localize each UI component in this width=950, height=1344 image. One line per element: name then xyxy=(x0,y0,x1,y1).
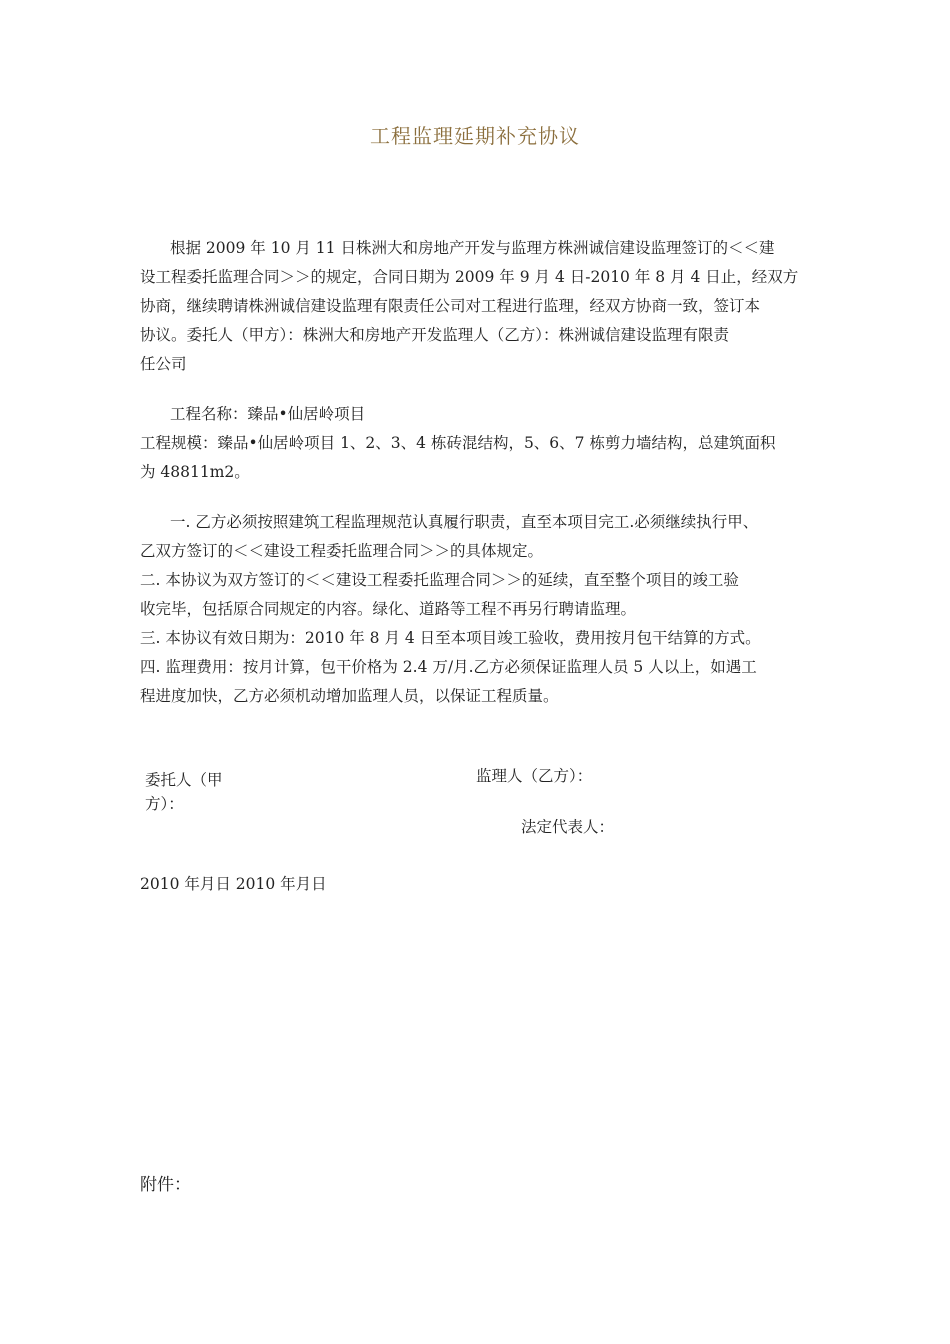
document-title: 工程监理延期补充协议 xyxy=(370,124,580,148)
intro-paragraph xyxy=(140,234,820,379)
legal-representative-label: 法定代表人： xyxy=(521,818,615,836)
project-name: 工程名称：臻品•仙居岭项目 xyxy=(170,405,366,423)
project-info xyxy=(140,400,820,487)
supervisor-signature-label: 监理人（乙方）： xyxy=(476,767,593,785)
clause-2-line: 收完毕，包括原合同规定的内容。绿化、道路等工程不再另行聘请监理。 xyxy=(140,600,637,618)
client-label-line: 委托人（甲 xyxy=(145,771,223,789)
project-scale-line: 为 48811m2。 xyxy=(140,463,250,481)
clause-2-line: 二. 本协议为双方签订的＜＜建设工程委托监理合同＞＞的延续，直至整个项目的竣工验 xyxy=(140,571,739,589)
intro-line: 设工程委托监理合同＞＞的规定，合同日期为 2009 年 9 月 4 日-2010 年 8 月 4 日止，经双方 xyxy=(140,268,799,286)
intro-line: 根据 2009 年 10 月 11 日株洲大和房地产开发与监理方株洲诚信建设监理签订的＜＜建 xyxy=(170,239,775,257)
attachment-label: 附件： xyxy=(140,1175,191,1195)
client-label-line: 方）： xyxy=(145,795,184,813)
intro-line: 任公司 xyxy=(140,355,187,373)
signature-dates: 2010 年月日 2010 年月日 xyxy=(140,875,327,893)
clauses xyxy=(140,508,820,711)
clause-4-line: 程进度加快，乙方必须机动增加监理人员，以保证工程质量。 xyxy=(140,687,559,705)
intro-line: 协议。委托人（甲方）：株洲大和房地产开发监理人（乙方）：株洲诚信建设监理有限责 xyxy=(140,326,730,344)
clause-1-line: 一. 乙方必须按照建筑工程监理规范认真履行职责，直至本项目完工.必须继续执行甲、 xyxy=(170,513,759,531)
clause-3-line: 三. 本协议有效日期为：2010 年 8 月 4 日至本项目竣工验收，费用按月包干结算的方式。 xyxy=(140,629,761,647)
clause-1-line: 乙双方签订的＜＜建设工程委托监理合同＞＞的具体规定。 xyxy=(140,542,544,560)
project-scale-line: 工程规模：臻品•仙居岭项目 1、2、3、4 栋砖混结构，5、6、7 栋剪力墙结构，总建筑面积 xyxy=(140,434,776,452)
clause-4-line: 四. 监理费用：按月计算，包干价格为 2.4 万/月.乙方必须保证监理人员 5 人以上，如遇工 xyxy=(140,658,757,676)
intro-line: 协商，继续聘请株洲诚信建设监理有限责任公司对工程进行监理，经双方协商一致，签订本 xyxy=(140,297,761,315)
client-signature-label xyxy=(145,768,223,816)
